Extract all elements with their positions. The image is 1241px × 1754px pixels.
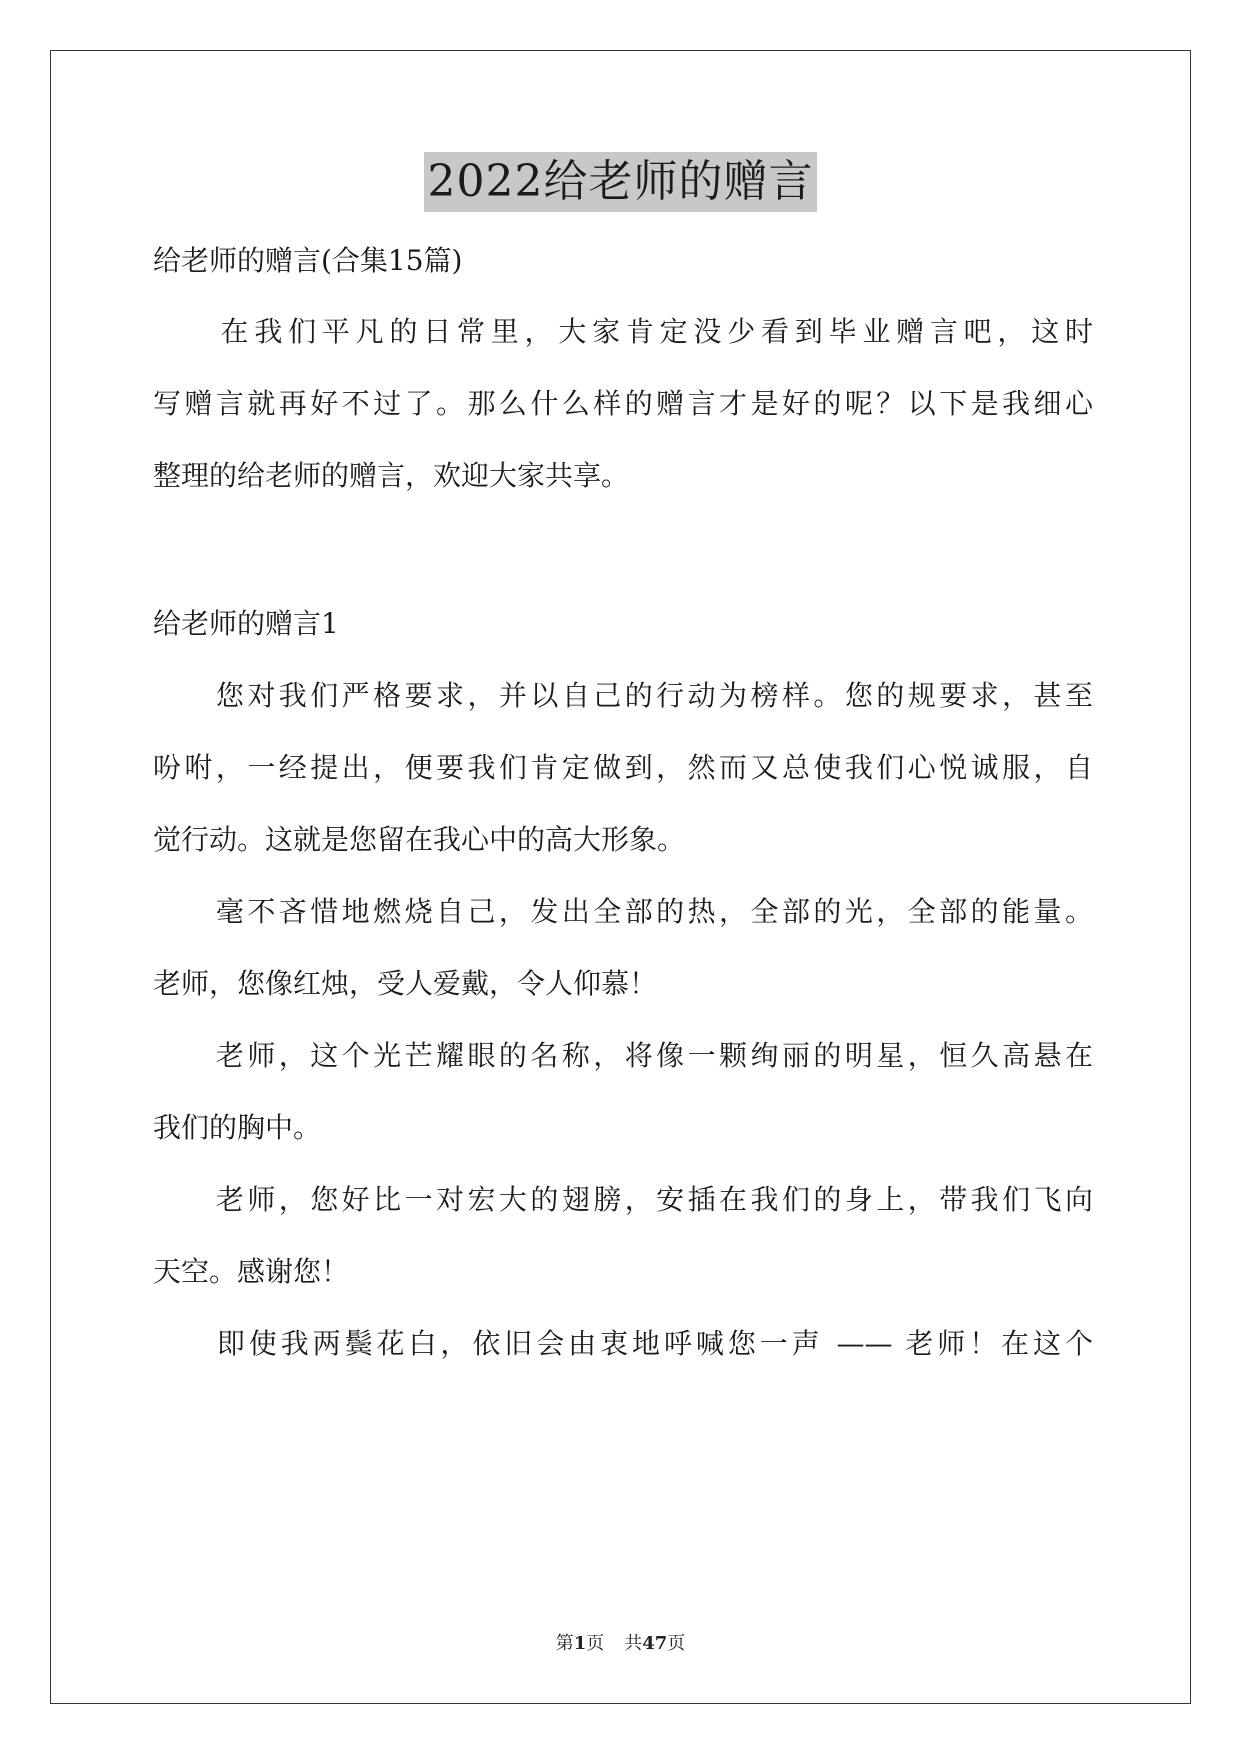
total-prefix: 共 [624, 1633, 643, 1654]
paragraph3-line-1: 老师，这个光芒耀眼的名称，将像一颗绚丽的明星，恒久高悬在 [153, 1039, 1093, 1072]
intro-line-3: 整理的给老师的赠言，欢迎大家共享。 [153, 459, 630, 492]
paragraph3-line-2: 我们的胸中。 [153, 1111, 322, 1144]
page-footer [0, 1632, 1241, 1656]
section-heading: 给老师的赠言1 [153, 607, 339, 640]
total-pages: 47 [642, 1633, 668, 1654]
title-container [0, 152, 1241, 212]
document-title: 2022给老师的赠言 [424, 152, 818, 212]
paragraph1-line-3: 觉行动。这就是您留在我心中的高大形象。 [153, 823, 686, 856]
page-suffix: 页 [586, 1633, 605, 1654]
intro-line-1: 在我们平凡的日常里，大家肯定没少看到毕业赠言吧，这时 [153, 315, 1093, 348]
paragraph2-line-1: 毫不吝惜地燃烧自己，发出全部的热，全部的光，全部的能量。 [153, 895, 1093, 928]
intro-line-2: 写赠言就再好不过了。那么什么样的赠言才是好的呢？以下是我细心 [153, 387, 1093, 420]
document-subtitle: 给老师的赠言(合集15篇) [153, 244, 463, 277]
total-suffix: 页 [667, 1633, 686, 1654]
paragraph5-line-1: 即使我两鬓花白，依旧会由衷地呼喊您一声 —— 老师！在这个 [153, 1327, 1093, 1360]
paragraph1-line-1: 您对我们严格要求，并以自己的行动为榜样。您的规要求，甚至 [153, 679, 1093, 712]
page-number: 1 [573, 1633, 587, 1654]
paragraph2-line-2: 老师，您像红烛，受人爱戴，令人仰慕！ [153, 967, 658, 1000]
page-border [50, 50, 1191, 1704]
paragraph4-line-2: 天空。感谢您！ [153, 1255, 350, 1288]
paragraph1-line-2: 吩咐，一经提出，便要我们肯定做到，然而又总使我们心悦诚服，自 [153, 751, 1093, 784]
page-prefix: 第 [555, 1633, 574, 1654]
paragraph4-line-1: 老师，您好比一对宏大的翅膀，安插在我们的身上，带我们飞向 [153, 1183, 1093, 1216]
